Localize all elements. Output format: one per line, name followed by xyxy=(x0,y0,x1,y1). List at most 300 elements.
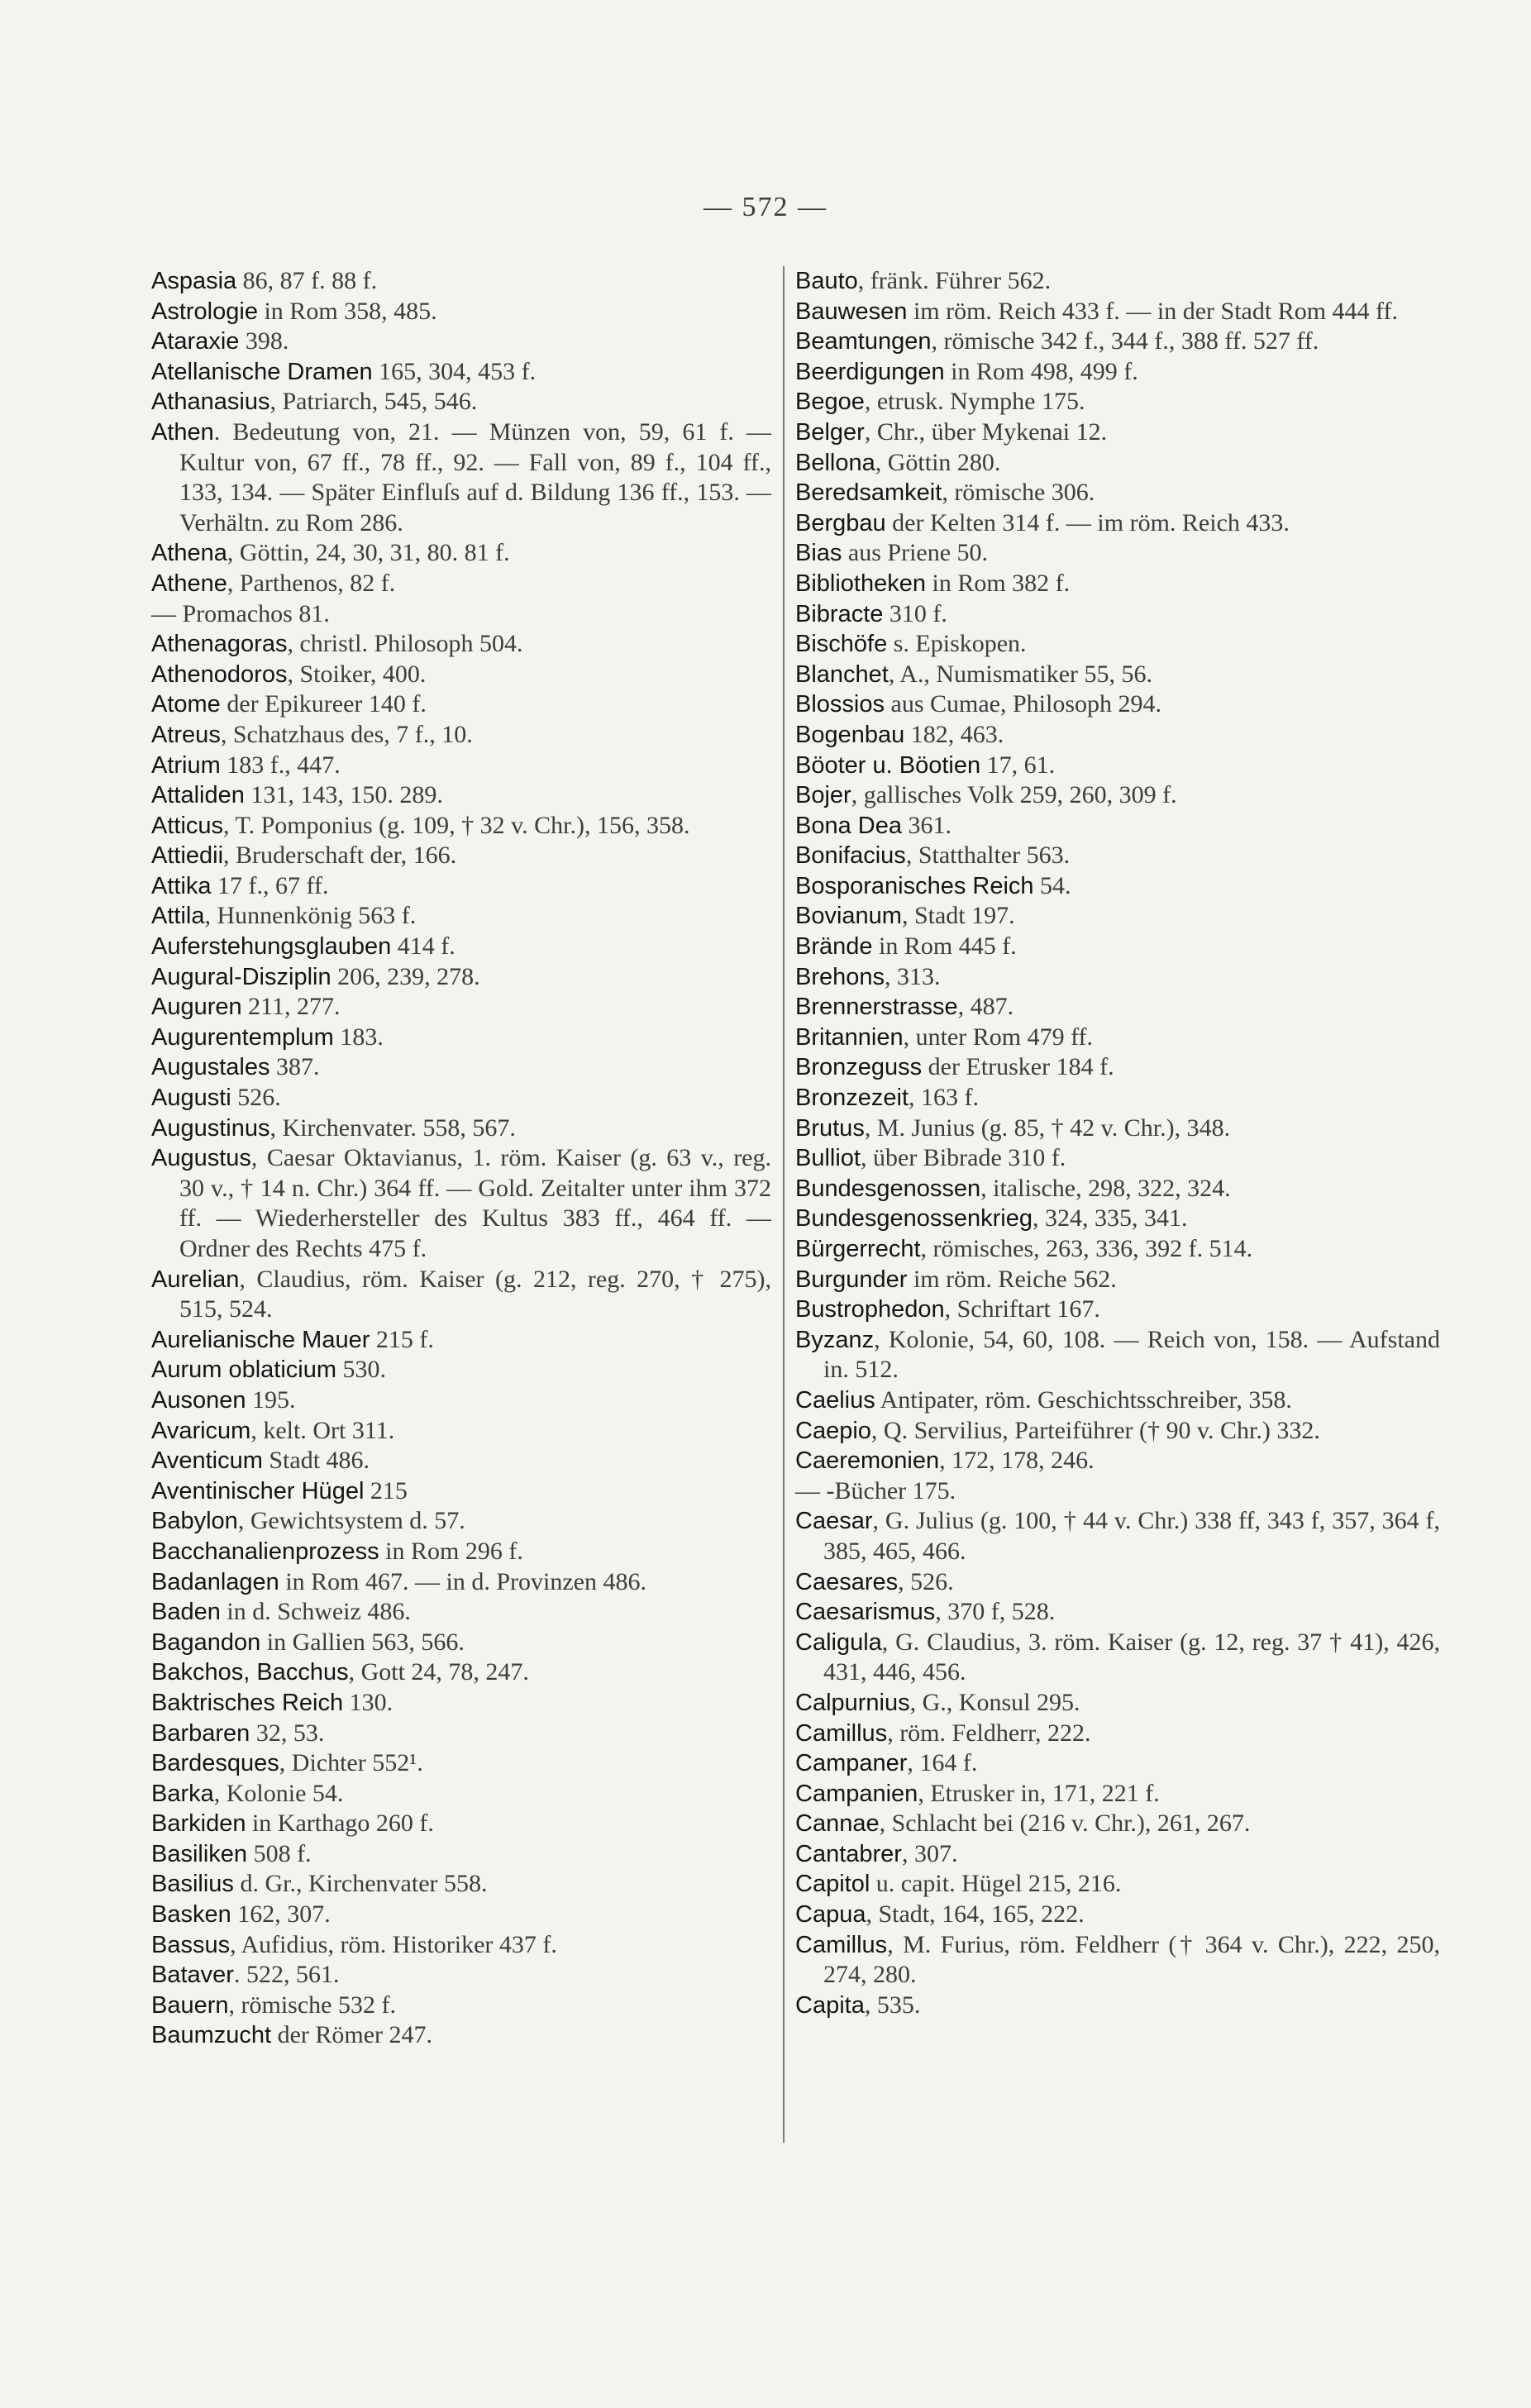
index-references: , Caesar Oktavianus, 1. röm. Kaiser (g. 63 v., reg. 30 v., † 14 n. Chr.) 364 ff. — Gold. Zeitalter unter ihm 372 ff. — Wiederhersteller des Kultus 383 ff., 464 ff. — Ordner des Rechts 475 f. xyxy=(179,1144,771,1262)
index-headword: Basiliken xyxy=(151,1840,248,1867)
index-entry xyxy=(795,1295,1440,1325)
index-headword: Atticus xyxy=(151,812,224,839)
index-references: , G. Claudius, 3. röm. Kaiser (g. 12, reg. 37 † 41), 426, 431, 446, 456. xyxy=(823,1628,1440,1686)
index-references: der Etrusker 184 f. xyxy=(922,1053,1114,1081)
index-headword: Aspasia xyxy=(151,268,237,294)
index-entry xyxy=(795,1748,1440,1779)
index-entry xyxy=(151,1446,771,1476)
index-references: 183 f., 447. xyxy=(220,751,341,779)
index-entry xyxy=(151,1719,771,1749)
index-entry xyxy=(151,992,771,1023)
index-headword: Bassus xyxy=(151,1931,231,1958)
index-entry xyxy=(795,1900,1440,1930)
index-entry xyxy=(795,448,1440,479)
index-references: , Kolonie, 54, 60, 108. — Reich von, 158. — Aufstand in. 512. xyxy=(823,1325,1440,1384)
index-references: in Rom 296 f. xyxy=(379,1537,523,1565)
index-entry xyxy=(795,1991,1440,2021)
index-entry xyxy=(795,478,1440,508)
index-headword: Auguren xyxy=(151,994,242,1021)
index-entry xyxy=(795,1597,1440,1628)
index-references: 361. xyxy=(902,811,952,839)
index-entry xyxy=(795,1930,1440,1991)
index-references: , christl. Philosoph 504. xyxy=(287,630,523,658)
index-references: 86, 87 f. 88 f. xyxy=(236,267,378,294)
index-headword: Bogenbau xyxy=(795,721,905,748)
index-headword: Ataraxie xyxy=(151,328,240,355)
index-headword: Burgunder xyxy=(795,1266,908,1293)
index-references: , Kirchenvater. 558, 567. xyxy=(269,1113,516,1142)
index-headword: Caesar xyxy=(795,1508,873,1535)
index-headword: Bakchos, Bacchus xyxy=(151,1659,349,1686)
index-entry xyxy=(795,1234,1440,1265)
index-entry xyxy=(151,357,771,388)
index-headword: Bauwesen xyxy=(795,298,908,325)
index-headword: Bellona xyxy=(795,449,875,476)
index-entry xyxy=(151,569,771,599)
index-entry xyxy=(795,901,1440,932)
index-headword: Athena xyxy=(151,540,227,567)
index-entry xyxy=(151,962,771,993)
index-references: aus Cumae, Philosoph 294. xyxy=(885,690,1161,718)
index-headword: Barka xyxy=(151,1780,214,1807)
index-entry xyxy=(795,417,1440,448)
index-headword: Beamtungen xyxy=(795,328,932,355)
index-headword: Bürgerrecht xyxy=(795,1236,921,1262)
index-references: 195. xyxy=(246,1385,296,1414)
index-entry xyxy=(795,1809,1440,1839)
index-entry xyxy=(795,1869,1440,1900)
index-entry xyxy=(795,660,1440,690)
index-entry xyxy=(795,1779,1440,1810)
index-references: , gallisches Volk 259, 260, 309 f. xyxy=(851,781,1177,809)
index-entry xyxy=(151,1537,771,1567)
index-entry xyxy=(151,1052,771,1083)
index-entry xyxy=(151,1476,771,1507)
index-references: 182, 463. xyxy=(904,720,1004,748)
index-entry xyxy=(151,1597,771,1628)
index-headword: Byzanz xyxy=(795,1326,875,1353)
index-headword: Aurum oblaticium xyxy=(151,1357,337,1384)
index-headword: Ausonen xyxy=(151,1386,246,1414)
index-references: , Chr., über Mykenai 12. xyxy=(864,417,1108,446)
index-references: 414 f. xyxy=(391,932,455,961)
index-entry xyxy=(151,1385,771,1416)
index-references: im röm. Reiche 562. xyxy=(907,1265,1117,1293)
index-entry xyxy=(795,1325,1440,1385)
index-headword: Aurelianische Mauer xyxy=(151,1326,370,1353)
index-references: , 164 f. xyxy=(907,1749,978,1777)
index-entry xyxy=(151,871,771,902)
index-headword: Baden xyxy=(151,1599,221,1626)
index-headword: Augusti xyxy=(151,1085,231,1112)
index-headword: Brennerstrasse xyxy=(795,994,958,1021)
index-headword: Auferstehungsglauben xyxy=(151,933,392,961)
index-references: , Etrusker in, 171, 221 f. xyxy=(918,1779,1160,1807)
index-references: , Gott 24, 78, 247. xyxy=(348,1658,529,1686)
index-references: , Schatzhaus des, 7 f., 10. xyxy=(220,720,473,748)
index-headword: Aurelian xyxy=(151,1266,240,1293)
index-entry xyxy=(795,932,1440,962)
index-headword: Capitol xyxy=(795,1871,870,1898)
index-entry xyxy=(151,417,771,538)
index-headword: Bias xyxy=(795,540,842,567)
index-headword: Bagandon xyxy=(151,1628,261,1656)
index-references: , Q. Servilius, Parteiführer († 90 v. Chr.) 332. xyxy=(870,1416,1320,1444)
index-headword: Athene xyxy=(151,570,227,597)
index-references: , Patriarch, 545, 546. xyxy=(269,388,478,416)
index-entry xyxy=(151,932,771,962)
index-headword: Babylon xyxy=(151,1508,238,1535)
index-headword: Atellanische Dramen xyxy=(151,358,373,385)
index-references: 130. xyxy=(343,1688,393,1716)
index-headword: Bundesgenossen xyxy=(795,1175,981,1202)
index-references: u. capit. Hügel 215, 216. xyxy=(870,1870,1122,1898)
index-entry xyxy=(151,1325,771,1356)
index-references: , über Bibrade 310 f. xyxy=(861,1144,1066,1172)
index-references: , 307. xyxy=(901,1839,958,1867)
index-entry xyxy=(151,1567,771,1598)
index-entry xyxy=(795,1143,1440,1174)
index-entry xyxy=(151,266,771,297)
index-references: , G. Julius (g. 100, † 44 v. Chr.) 338 ff, 343 f, 357, 364 f, 385, 465, 466. xyxy=(823,1507,1440,1565)
index-references: , Schlacht bei (216 v. Chr.), 261, 267. xyxy=(879,1810,1251,1838)
index-references: der Römer 247. xyxy=(271,2021,433,2049)
index-entry xyxy=(795,569,1440,599)
index-headword: Blossios xyxy=(795,691,885,718)
index-entry xyxy=(795,780,1440,811)
index-entry xyxy=(151,629,771,660)
index-entry xyxy=(151,2020,771,2051)
index-references: in Karthago 260 f. xyxy=(246,1810,434,1838)
index-headword: Caligula xyxy=(795,1628,882,1656)
index-entry xyxy=(795,1052,1440,1083)
index-headword: Britannien xyxy=(795,1023,904,1051)
index-references: 162, 307. xyxy=(231,1900,331,1929)
index-references: d. Gr., Kirchenvater 558. xyxy=(233,1870,488,1898)
index-references: , römisches, 263, 336, 392 f. 514. xyxy=(920,1235,1253,1262)
index-headword: Augurentemplum xyxy=(151,1023,334,1051)
index-headword: Bacchanalienprozess xyxy=(151,1538,379,1565)
index-headword: Brehons xyxy=(795,963,885,990)
index-references: 526. xyxy=(231,1084,281,1112)
index-references: , A., Numismatiker 55, 56. xyxy=(888,660,1153,688)
index-references: , 324, 335, 341. xyxy=(1032,1204,1188,1233)
index-entry xyxy=(795,751,1440,781)
index-references: im röm. Reich 433 f. — in der Stadt Rom 444 ff. xyxy=(907,297,1398,325)
index-headword: Beerdigungen xyxy=(795,358,945,385)
index-entry xyxy=(795,1446,1440,1476)
index-headword: Brutus xyxy=(795,1114,865,1142)
index-entry xyxy=(795,962,1440,993)
index-references: 165, 304, 453 f. xyxy=(372,357,537,385)
index-entry xyxy=(151,1839,771,1870)
index-references: 398. xyxy=(239,327,289,355)
index-headword: Avaricum xyxy=(151,1417,251,1444)
index-references: , 487. xyxy=(957,993,1014,1021)
index-headword: Bibliotheken xyxy=(795,570,926,597)
index-entry xyxy=(795,1083,1440,1113)
index-entry xyxy=(151,811,771,842)
index-references: , Göttin, 24, 30, 31, 80. 81 f. xyxy=(227,539,510,567)
index-headword: Blanchet xyxy=(795,660,889,688)
index-headword: Atrium xyxy=(151,751,221,779)
index-entry xyxy=(795,1506,1440,1566)
index-headword: Athanasius xyxy=(151,389,270,416)
index-entry xyxy=(795,1023,1440,1053)
index-entry xyxy=(795,508,1440,539)
index-references: in Rom 358, 485. xyxy=(257,297,437,325)
index-entry xyxy=(151,1779,771,1810)
index-entry xyxy=(151,387,771,417)
index-references: , Kolonie 54. xyxy=(213,1779,344,1807)
index-entry xyxy=(151,1869,771,1900)
index-headword: Augustinus xyxy=(151,1114,270,1142)
index-headword: Augustus xyxy=(151,1145,251,1172)
index-headword: Attila xyxy=(151,903,205,930)
index-headword: Attika xyxy=(151,872,212,899)
index-references: 32, 53. xyxy=(250,1719,325,1747)
index-headword: Aventinischer Hügel xyxy=(151,1477,365,1504)
index-headword: Böoter u. Böotien xyxy=(795,751,981,779)
index-references: , italische, 298, 322, 324. xyxy=(980,1174,1231,1202)
index-headword: Bauto xyxy=(795,268,858,294)
index-headword: Cannae xyxy=(795,1810,880,1838)
index-entry xyxy=(151,1900,771,1930)
index-references: , Hunnenkönig 563 f. xyxy=(204,902,417,930)
index-headword: Bonifacius xyxy=(795,842,906,870)
index-references: , 370 f, 528. xyxy=(935,1598,1056,1626)
index-headword: Caesares xyxy=(795,1568,899,1595)
index-references: , unter Rom 479 ff. xyxy=(903,1023,1094,1051)
index-entry xyxy=(151,751,771,781)
index-headword: Barbaren xyxy=(151,1719,250,1747)
index-entry xyxy=(151,1688,771,1719)
index-entry xyxy=(151,720,771,751)
index-headword: Bardesques xyxy=(151,1750,279,1777)
index-column-right xyxy=(795,266,1440,2020)
index-entry xyxy=(151,1748,771,1779)
index-entry xyxy=(151,1113,771,1144)
index-headword: Cantabrer xyxy=(795,1840,902,1867)
column-divider xyxy=(783,266,785,2143)
index-references: , Bruderschaft der, 166. xyxy=(223,842,457,870)
index-entry xyxy=(151,1628,771,1658)
index-references: in Rom 467. — in d. Provinzen 486. xyxy=(279,1567,646,1595)
index-entry xyxy=(151,901,771,932)
index-references: , Stoiker, 400. xyxy=(287,660,427,688)
index-references: in Rom 445 f. xyxy=(872,932,1017,961)
index-entry xyxy=(795,1628,1440,1688)
index-entry xyxy=(151,1991,771,2021)
index-headword: Bovianum xyxy=(795,903,902,930)
index-headword: Brände xyxy=(795,933,873,961)
index-headword: Basilius xyxy=(151,1871,234,1898)
index-entry xyxy=(795,1265,1440,1295)
index-references: der Epikureer 140 f. xyxy=(220,690,427,718)
index-headword: Badanlagen xyxy=(151,1568,279,1595)
index-references: 215 xyxy=(364,1476,408,1504)
index-entry xyxy=(795,629,1440,660)
index-entry xyxy=(795,538,1440,569)
index-references: , M. Furius, röm. Feldherr († 364 v. Chr.), 222, 250, 274, 280. xyxy=(823,1930,1440,1989)
index-entry xyxy=(151,780,771,811)
index-headword: Begoe xyxy=(795,389,865,416)
index-references: , römische 342 f., 344 f., 388 ff. 527 ff. xyxy=(931,327,1319,355)
index-entry xyxy=(795,1567,1440,1598)
index-entry xyxy=(151,841,771,871)
index-headword: Capua xyxy=(795,1901,866,1929)
index-headword: Bibracte xyxy=(795,600,884,627)
index-references: 310 f. xyxy=(883,599,947,627)
index-references: der Kelten 314 f. — im röm. Reich 433. xyxy=(885,508,1290,536)
index-entry xyxy=(795,720,1440,751)
index-references: in Rom 382 f. xyxy=(926,569,1071,597)
index-references: , Dichter 552¹. xyxy=(279,1749,423,1777)
index-references: , Stadt, 164, 165, 222. xyxy=(866,1900,1085,1929)
index-headword: Bosporanisches Reich xyxy=(795,872,1034,899)
index-references: , Aufidius, röm. Historiker 437 f. xyxy=(230,1930,557,1958)
index-references: 206, 239, 278. xyxy=(331,962,480,990)
index-entry xyxy=(151,538,771,569)
index-references: , Schriftart 167. xyxy=(944,1295,1100,1323)
index-references: , 535. xyxy=(864,1991,921,2019)
index-references: 54. xyxy=(1033,871,1071,899)
index-headword: Attiedii xyxy=(151,842,224,870)
index-entry xyxy=(151,599,771,630)
index-headword: Bronzezeit xyxy=(795,1085,909,1112)
index-headword: Bundesgenossenkrieg xyxy=(795,1205,1033,1233)
index-headword: Camillus xyxy=(795,1931,888,1958)
index-entry xyxy=(795,357,1440,388)
index-references: , fränk. Führer 562. xyxy=(857,267,1052,294)
index-references: , 163 f. xyxy=(909,1084,980,1112)
index-headword: Bustrophedon xyxy=(795,1296,945,1323)
index-headword: Athenodoros xyxy=(151,660,288,688)
index-entry xyxy=(795,1476,1440,1507)
index-headword: Caelius xyxy=(795,1386,875,1414)
index-headword: Bauern xyxy=(151,1991,229,2019)
index-headword: Barkiden xyxy=(151,1810,246,1838)
index-entry xyxy=(151,1265,771,1325)
index-entry xyxy=(795,811,1440,842)
index-entry xyxy=(151,1143,771,1264)
index-entry xyxy=(795,1385,1440,1416)
index-entry xyxy=(795,1204,1440,1234)
index-entry xyxy=(795,841,1440,871)
index-headword: Atome xyxy=(151,691,221,718)
index-headword: Caesarismus xyxy=(795,1599,936,1626)
index-references: in d. Schweiz 486. xyxy=(220,1598,411,1626)
index-headword: Athenagoras xyxy=(151,631,288,658)
index-entry xyxy=(795,1113,1440,1144)
index-headword: Baumzucht xyxy=(151,2022,272,2049)
index-headword: Athen xyxy=(151,418,214,446)
index-references: Antipater, röm. Geschichtsschreiber, 358. xyxy=(875,1385,1292,1414)
index-references: 17, 61. xyxy=(980,751,1056,779)
index-entry xyxy=(151,1930,771,1961)
index-entry xyxy=(795,1688,1440,1719)
index-headword: Bergbau xyxy=(795,509,886,536)
index-references: , kelt. Ort 311. xyxy=(250,1416,395,1444)
index-headword: Calpurnius xyxy=(795,1689,910,1716)
index-references: , römische 306. xyxy=(942,479,1095,507)
index-headword: Astrologie xyxy=(151,298,258,325)
index-entry xyxy=(151,1657,771,1688)
index-entry xyxy=(151,1023,771,1053)
page-number: — 572 — xyxy=(703,192,828,222)
index-entry xyxy=(795,1174,1440,1204)
index-headword: Campaner xyxy=(795,1750,908,1777)
index-headword: Camillus xyxy=(795,1719,888,1747)
index-entry xyxy=(151,1083,771,1113)
index-references: , römische 532 f. xyxy=(228,1991,396,2019)
index-headword: Atreus xyxy=(151,721,221,748)
index-headword: Caeremonien xyxy=(795,1447,940,1475)
index-references: , 526. xyxy=(898,1567,954,1595)
index-headword: Beredsamkeit xyxy=(795,479,942,507)
index-headword: Bataver xyxy=(151,1962,234,1989)
index-references: , T. Pomponius (g. 109, † 32 v. Chr.), 156, 358. xyxy=(223,811,690,839)
index-headword: Baktrisches Reich xyxy=(151,1689,344,1716)
index-entry xyxy=(795,327,1440,357)
index-entry xyxy=(151,1355,771,1385)
index-headword: Augustales xyxy=(151,1054,270,1081)
index-entry xyxy=(795,266,1440,297)
index-references: , Parthenos, 82 f. xyxy=(227,569,396,597)
index-headword: Capita xyxy=(795,1991,865,2019)
index-references: , M. Junius (g. 85, † 42 v. Chr.), 348. xyxy=(864,1113,1231,1142)
index-entry xyxy=(151,1960,771,1991)
index-references: , Stadt 197. xyxy=(901,902,1015,930)
index-references: 211, 277. xyxy=(241,993,341,1021)
index-entry xyxy=(151,1416,771,1447)
index-references: , Claudius, röm. Kaiser (g. 212, reg. 270, † 275), 515, 524. xyxy=(179,1265,771,1323)
index-entry xyxy=(151,1809,771,1839)
index-entry xyxy=(795,1839,1440,1870)
index-references: , Statthalter 563. xyxy=(905,842,1071,870)
index-headword: Campanien xyxy=(795,1780,918,1807)
index-references: 17 f., 67 ff. xyxy=(211,871,329,899)
index-entry xyxy=(151,327,771,357)
index-references: , Gewichtsystem d. 57. xyxy=(237,1507,465,1535)
index-entry xyxy=(795,1416,1440,1447)
index-references: . Bedeutung von, 21. — Münzen von, 59, 61 f. — Kultur von, 67 ff., 78 ff., 92. — Fall von, 89 f., 104 ff., 133, 134. — Später Einfluſs auf d. Bildung 136 ff., 153. — Verhältn. zu Rom 286. xyxy=(179,417,771,536)
index-entry xyxy=(795,1719,1440,1749)
index-references: , G., Konsul 295. xyxy=(909,1688,1080,1716)
index-references: 215 f. xyxy=(370,1325,434,1353)
index-headword: Caepio xyxy=(795,1417,871,1444)
index-entry xyxy=(795,387,1440,417)
index-references: . 522, 561. xyxy=(233,1961,340,1989)
index-headword: Aventicum xyxy=(151,1447,263,1475)
index-entry xyxy=(151,297,771,327)
index-references: — Promachos 81. xyxy=(151,599,330,627)
index-references: s. Episkopen. xyxy=(887,630,1027,658)
index-references: 508 f. xyxy=(247,1839,312,1867)
index-headword: Bojer xyxy=(795,782,851,809)
index-references: , 172, 178, 246. xyxy=(939,1447,1095,1475)
index-entry xyxy=(151,1506,771,1537)
index-references: 387. xyxy=(269,1053,320,1081)
index-headword: Bulliot xyxy=(795,1145,861,1172)
index-references: in Gallien 563, 566. xyxy=(260,1628,465,1656)
index-entry xyxy=(795,297,1440,327)
index-headword: Augural-Disziplin xyxy=(151,963,331,990)
index-entry xyxy=(795,992,1440,1023)
index-column-left xyxy=(151,266,771,2051)
index-headword: Bona Dea xyxy=(795,812,902,839)
index-entry xyxy=(795,689,1440,720)
